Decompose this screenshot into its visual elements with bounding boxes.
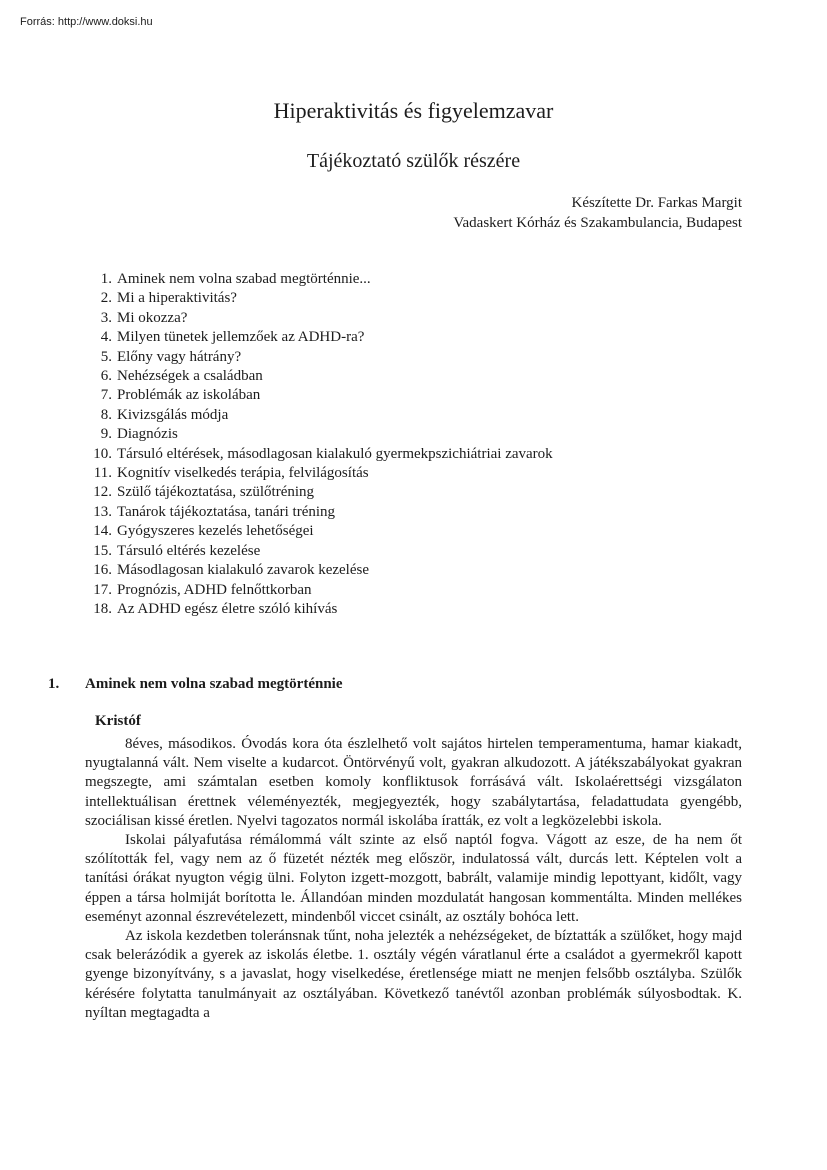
toc-item bbox=[82, 542, 553, 561]
source-header: Forrás: http://www.doksi.hu bbox=[20, 16, 153, 28]
toc-item-number: 12. bbox=[93, 484, 112, 501]
toc-item-number: 18. bbox=[93, 600, 112, 617]
toc-item bbox=[82, 367, 553, 386]
toc-item-number: 17. bbox=[93, 581, 112, 598]
toc-item-number: 6. bbox=[100, 368, 112, 385]
section-number: 1. bbox=[48, 676, 60, 692]
page-title: Hiperaktivitás és figyelemzavar bbox=[273, 98, 554, 123]
toc-item-number: 10. bbox=[93, 445, 112, 462]
toc-item-number: 16. bbox=[93, 562, 112, 579]
toc-item bbox=[82, 445, 553, 464]
section-title: Aminek nem volna szabad megtörténnie bbox=[85, 676, 343, 692]
author-block bbox=[453, 193, 742, 233]
toc-item-label: Aminek nem volna szabad megtörténnie... bbox=[117, 271, 371, 287]
toc-item bbox=[82, 581, 553, 600]
toc-item-number: 13. bbox=[93, 503, 112, 520]
toc-item-number: 5. bbox=[100, 348, 112, 365]
toc-item bbox=[82, 309, 553, 328]
toc-item bbox=[82, 348, 553, 367]
toc-item bbox=[82, 464, 553, 483]
toc-item bbox=[82, 270, 553, 289]
toc-item-label: Diagnózis bbox=[117, 426, 178, 443]
toc-item-label: Mi a hiperaktivitás? bbox=[117, 290, 237, 307]
toc-item-label: Kivizsgálás módja bbox=[117, 406, 229, 423]
toc-item-number: 1. bbox=[100, 271, 112, 287]
page-subtitle: Tájékoztató szülők részére bbox=[306, 150, 521, 172]
table-of-contents bbox=[82, 270, 553, 619]
case-subheading: Kristóf bbox=[95, 713, 141, 729]
toc-item bbox=[82, 600, 553, 619]
toc-item-number: 15. bbox=[93, 542, 112, 559]
toc-item bbox=[82, 406, 553, 425]
toc-item bbox=[82, 483, 553, 502]
toc-item-label: Nehézségek a családban bbox=[117, 368, 263, 385]
toc-item-number: 7. bbox=[100, 387, 112, 404]
section-heading bbox=[48, 676, 343, 693]
toc-item bbox=[82, 328, 553, 347]
toc-item-label: Másodlagosan kialakuló zavarok kezelése bbox=[117, 562, 369, 579]
body-text bbox=[85, 735, 742, 1023]
toc-item-label: Milyen tünetek jellemzőek az ADHD-ra? bbox=[117, 329, 365, 346]
toc-item-number: 4. bbox=[100, 329, 112, 346]
toc-item bbox=[82, 425, 553, 444]
paragraph: Az iskola kezdetben toleránsnak tűnt, noha jelezték a nehézségeket, de bíztatták a szülőket, hogy majd csak belerázódik a gyerek az iskolás életbe. 1. osztály végén váratlanul érte a családot a gyermekről kapott gyenge bizonyítvány, s a javaslat, hogy viselkedése, éretlensége miatt ne menjen felsőbb osztályba. Szülők kérésére folytatta tanulmányait az osztályában. Következő tanévtől azonban problémák súlyosbodtak. K. nyíltan megtagadta a bbox=[85, 928, 742, 1021]
paragraph: 8éves, másodikos. Óvodás kora óta észlelhető volt sajátos hirtelen temperamentuma, hamar kiakadt, nyugtalanná vált. Nem viselte a kudarcot. Öntörvényű volt, gyakran alkudozott. A játékszabályokat gyakran megszegte, ami számtalan esetben komoly konfliktusok forrásává vált. Iskolaérettségi vizsgálaton intellektuálisan érettnek véleményezték, megjegyezték, hogy szabálytartása, feladattudata gyengébb, szociálisan kissé éretlen. Nyelvi tagozatos normál iskolába íratták, ez volt a legközelebbi iskola. bbox=[85, 736, 742, 829]
toc-item-label: Tanárok tájékoztatása, tanári tréning bbox=[117, 503, 336, 520]
toc-item bbox=[82, 503, 553, 522]
toc-item-label: Prognózis, ADHD felnőttkorban bbox=[117, 581, 312, 598]
toc-item bbox=[82, 289, 553, 308]
toc-item-label: Az ADHD egész életre szóló kihívás bbox=[117, 600, 338, 617]
toc-item-label: Szülő tájékoztatása, szülőtréning bbox=[117, 484, 315, 501]
toc-item-number: 14. bbox=[93, 523, 112, 540]
author-line: Készítette Dr. Farkas Margit bbox=[571, 195, 742, 211]
toc-item-label: Előny vagy hátrány? bbox=[117, 348, 242, 365]
toc-item-label: Társuló eltérések, másodlagosan kialakuló gyermekpszichiátriai zavarok bbox=[117, 445, 553, 462]
toc-item bbox=[82, 386, 553, 405]
toc-item-number: 2. bbox=[100, 290, 112, 307]
paragraph: Iskolai pályafutása rémálommá vált szinte az első naptól fogva. Vágott az esze, de ha nem őt szólították fel, vagy nem az ő füzetét nézték meg először, indulatossá vált, durcás lett. Képtelen volt a tanítási órákat nyugton végig ülni. Folyton izgett-mozgott, babrált, valamije mindig lepottyant, kidőlt, vagy éppen a társa holmiját borította le. Állandóan minden mozdulatát hangosan kommentálta. Minden mellékes eseményt azonnal észrevételezett, mindenből viccet csinált, az osztály bohóca lett. bbox=[85, 832, 742, 925]
toc-item bbox=[82, 561, 553, 580]
author-affiliation: Vadaskert Kórház és Szakambulancia, Budapest bbox=[453, 215, 742, 231]
toc-item-label: Gyógyszeres kezelés lehetőségei bbox=[117, 523, 314, 540]
toc-item-label: Problémák az iskolában bbox=[117, 387, 261, 404]
toc-item-label: Társuló eltérés kezelése bbox=[117, 542, 261, 559]
toc-item-number: 9. bbox=[100, 426, 112, 443]
toc-item-label: Mi okozza? bbox=[117, 309, 188, 326]
toc-item-label: Kognitív viselkedés terápia, felvilágosítás bbox=[117, 465, 369, 482]
toc-item-number: 11. bbox=[93, 465, 112, 482]
toc-item-number: 3. bbox=[100, 309, 112, 326]
toc-item-number: 8. bbox=[100, 406, 112, 423]
toc-item bbox=[82, 522, 553, 541]
